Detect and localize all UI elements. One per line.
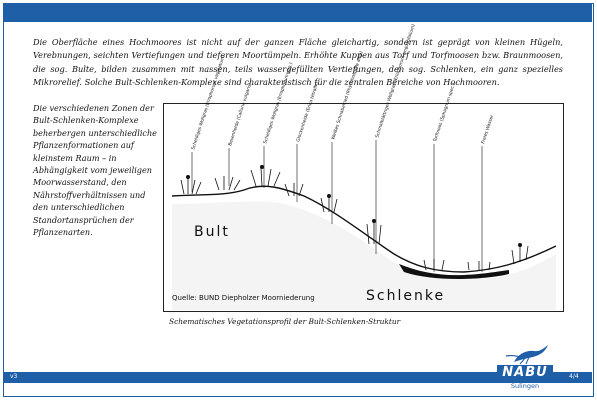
side-paragraph: Die verschiedenen Zonen der Bult-Schlenken-Komplexe beherbergen unterschiedliche Pflanzenformationen auf kleinstem Raum – in Abhängigkeit vom jeweiligen Moorwasserstand, den Nährstoffverhältnissen und den unterschiedlichen Standortansprüchen der Pflanzenarten.: [33, 103, 157, 238]
plant-label-6: Schmalblättriges Wollgras (Eriophorum angustifolium): [375, 23, 417, 139]
logo-wordmark: NABU: [497, 365, 553, 381]
stork-icon: [496, 342, 554, 366]
top-bar: [4, 4, 592, 22]
figure-source: Quelle: BUND Diepholzer Moorniederung: [172, 294, 315, 302]
plant-label-8: Freies Wasser: [481, 114, 496, 145]
plant-label-1: Scheidiges Wollgras (Eriophorum vaginatum): [191, 54, 227, 151]
plant-label-5: Weißes Schnabelried (Rhynchospora alba): [331, 50, 365, 141]
figure-caption: Schematisches Vegetationsprofil der Bult-Schlenken-Struktur: [169, 317, 401, 326]
plant-label-3: Scheidiges Wollgras (Eriophorum vag.): [263, 62, 295, 145]
plant-label-2: Besenheide (Calluna vulgaris): [228, 82, 254, 147]
page-marker-left: v3: [10, 373, 18, 380]
page-number: 4/4: [569, 373, 579, 380]
label-schlenke: Schlenke: [366, 288, 446, 304]
plant-label-4: Glockenheide (Erica tetralix): [296, 81, 321, 143]
label-bult: Bult: [194, 224, 230, 240]
intro-paragraph: Die Oberfläche eines Hochmoores ist nicht auf der ganzen Fläche gleichartig, sondern ist geprägt von kleinen Hügeln, Verebnungen, seichten Vertiefungen und tieferen Moortümpeln. Erhöhte Kuppen aus Torf und Torfmoosen bzw. Braunmoosen, die sog. Bulte, bilden zusammen mit nassen, teils wassergefüllten Vertiefungen, den sog. Schlenken, ein ganz spezielles Mikrorelief. Solche Bult-Schlenken-Komplexe sind charakteristisch für die zentralen Bereiche von Hochmooren.: [33, 37, 563, 88]
logo-subtitle: Sulingen: [510, 382, 540, 390]
plant-label-7: Torfmoos (Sphagnum spec.): [433, 82, 457, 143]
